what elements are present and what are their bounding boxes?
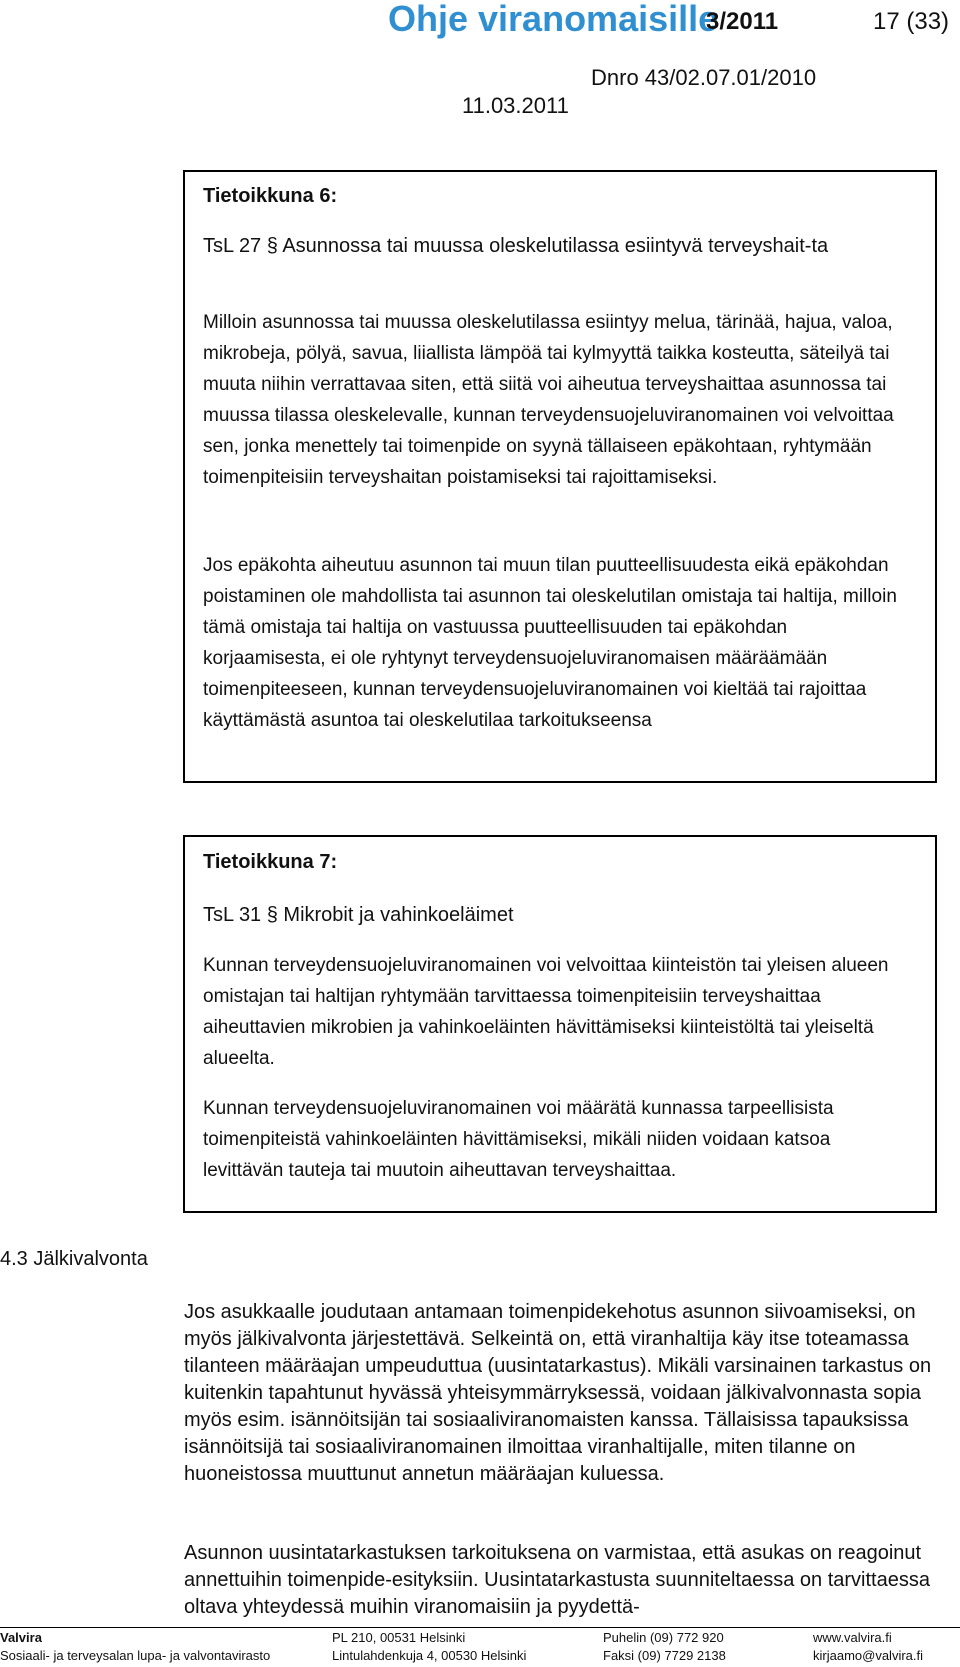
page-number: 17 (33) — [873, 8, 950, 35]
document-date: 11.03.2011 — [462, 93, 569, 118]
body-paragraph: Asunnon uusintatarkastuksen tarkoituksena on varmistaa, että asukas on reagoinut annettuihin toimenpide-esityksiin. Uusintatarkastusta suunniteltaessa on tarvittaessa oltava yhteydessä muihin viranomaisiin ja pyydettä- — [184, 1542, 930, 1618]
section-heading: 4.3 Jälkivalvonta — [0, 1248, 148, 1270]
infobox-paragraph: Kunnan terveydensuojeluviranomainen voi velvoittaa kiinteistön tai yleisen alueen omistajan tai haltijan ryhtymään tarvittaessa toimenpiteisiin terveyshaittaa aiheuttavien mikrobien ja vahinkoeläinten hävittämiseksi kiinteistöltä tai yleiseltä alueelta. — [203, 955, 889, 1069]
footer-street-address: Lintulahdenkuja 4, 00530 Helsinki — [332, 1648, 527, 1663]
body-paragraph: Jos asukkaalle joudutaan antamaan toimenpidekehotus asunnon siivoamiseksi, on myös jälkivalvonta järjestettävä. Selkeintä on, että viranhaltija käy itse toteamassa tilanteen määräajan umpeuduttua (uusintatarkastus). Mikäli varsinainen tarkastus on kuitenkin tapahtunut hyvässä yhteisymmärryksessä, voidaan jälkivalvonnasta sopia myös esim. isännöitsijän tai sosiaaliviranomaisten kanssa. Tällaisissa tapauksissa isännöitsijä tai sosiaaliviranomainen ilmoittaa viranhaltijalle, miten tilanne on huoneistossa muuttunut annetun määräajan kuluessa. — [184, 1301, 932, 1485]
law-reference: TsL 31 § Mikrobit ja vahinkoeläimet — [203, 904, 514, 926]
footer-divider — [0, 1627, 960, 1628]
footer-website-link[interactable]: www.valvira.fi — [813, 1630, 892, 1645]
footer-postal-address: PL 210, 00531 Helsinki — [332, 1630, 466, 1645]
law-reference: TsL 27 § Asunnossa tai muussa oleskelutilassa esiintyvä terveyshait-ta — [203, 235, 829, 257]
infobox-heading: Tietoikkuna 7: — [203, 851, 338, 873]
infobox-7 — [183, 835, 937, 1213]
footer-phone: Puhelin (09) 772 920 — [603, 1630, 724, 1645]
footer-org: Valvira — [0, 1630, 42, 1645]
issue-number: 3/2011 — [706, 8, 779, 35]
infobox-paragraph: Kunnan terveydensuojeluviranomainen voi määrätä kunnassa tarpeellisista toimenpiteistä vahinkoeläinten hävittämiseksi, mikäli niiden voidaan katsoa levittävän tauteja tai muutoin aiheuttavan terveyshaittaa. — [203, 1098, 834, 1181]
footer-email-link[interactable]: kirjaamo@valvira.fi — [813, 1648, 923, 1663]
infobox-paragraph: Milloin asunnossa tai muussa oleskelutilassa esiintyy melua, tärinää, hajua, valoa, mikrobeja, pölyä, savua, liiallista lämpöä tai kylmyyttä taikka kosteutta, säteilyä tai muuta niihin verrattavaa siten, että siitä voi aiheutua terveyshaittaa asunnossa tai muussa tilassa oleskelevalle, kunnan terveydensuojeluviranomainen voi velvoittaa sen, jonka menettely tai toimenpide on syynä tällaiseen epäkohtaan, ryhtymään toimenpiteisiin terveyshaitan poistamiseksi tai rajoittamiseksi. — [203, 312, 894, 488]
footer-org-full: Sosiaali- ja terveysalan lupa- ja valvontavirasto — [0, 1648, 271, 1663]
footer-fax: Faksi (09) 7729 2138 — [603, 1648, 726, 1663]
infobox-6 — [183, 170, 937, 783]
record-number: Dnro 43/02.07.01/2010 — [591, 65, 817, 90]
document-title: Ohje viranomaisille — [388, 0, 719, 39]
infobox-paragraph: Jos epäkohta aiheutuu asunnon tai muun tilan puutteellisuudesta eikä epäkohdan poistaminen ole mahdollista tai asunnon tai oleskelutilan omistaja tai haltija, milloin tämä omistaja tai haltija on vastuussa puutteellisuuden tai epäkohdan korjaamisesta, ei ole ryhtynyt terveydensuojeluviranomaisen määräämään toimenpiteeseen, kunnan terveydensuojeluviranomainen voi kieltää tai rajoittaa käyttämästä asuntoa tai oleskelutilaa tarkoitukseensa — [203, 555, 897, 731]
infobox-heading: Tietoikkuna 6: — [203, 185, 338, 207]
